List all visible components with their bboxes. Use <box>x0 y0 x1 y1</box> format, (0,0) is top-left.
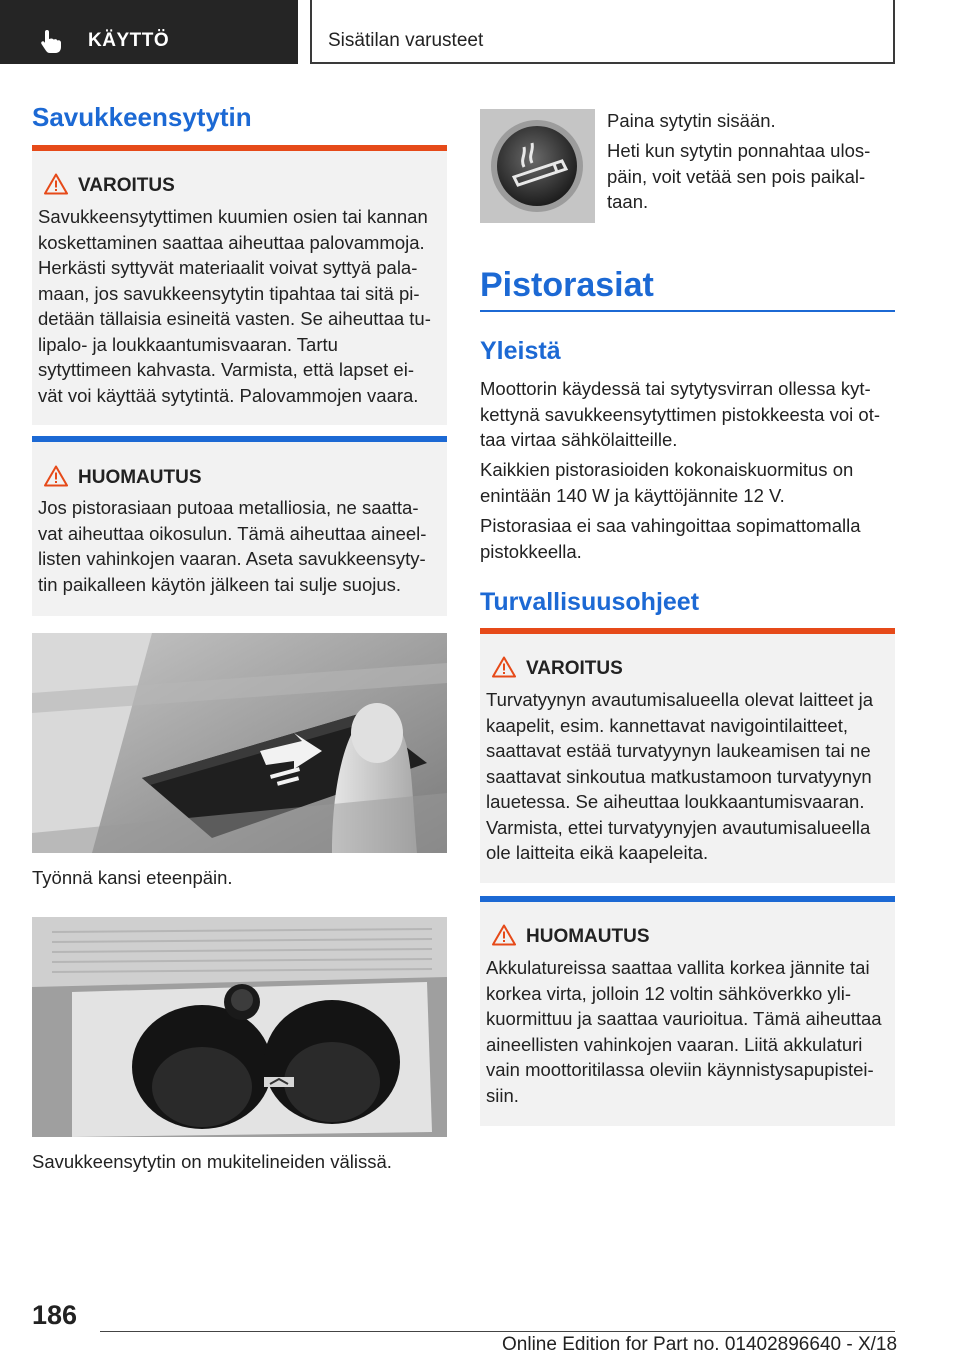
lighter-instruction: päin, voit vetää sen pois paikal- <box>607 165 866 187</box>
notice-label: HUOMAUTUS <box>78 467 202 488</box>
console-cover-illustration <box>32 633 447 853</box>
paragraph-line: Moottorin käydessä tai sytytysvirran ollessa kyt- <box>480 378 871 399</box>
paragraph-line: Pistorasiaa ei saa vahingoittaa sopimattomalla <box>480 515 861 536</box>
warning-line: Herkästi syttyvät materiaalit voivat syttyä pala- <box>38 257 418 278</box>
warning-line: maan, jos savukkeensytytin tipahtaa tai sitä pi- <box>38 282 420 304</box>
warning-line: ole laitteita eikä kaapeleita. <box>486 842 709 863</box>
hand-pointer-icon <box>38 28 64 54</box>
header-section-tab <box>0 0 298 64</box>
notice-label: HUOMAUTUS <box>526 926 650 947</box>
warning-line: sytyttimeen kahvasta. Varmista, että lapset ei- <box>38 359 414 380</box>
notice-line: Akkulatureissa saattaa vallita korkea jännite tai <box>486 957 870 978</box>
notice-line: kuormittuu ja saattaa vaurioitua. Tämä aiheuttaa <box>486 1008 882 1029</box>
subsection-title: Yleistä <box>480 337 561 365</box>
warning-line: Varmista, ettei turvatyynyjen avautumisalueella <box>486 816 871 838</box>
footer-divider <box>100 1331 895 1332</box>
warning-bar <box>480 628 895 634</box>
warning-bar <box>32 145 447 151</box>
subsection-title: Turvallisuusohjeet <box>480 588 700 616</box>
page-number: 186 <box>32 1300 78 1330</box>
warning-title <box>44 175 344 199</box>
warning-line: vät voi käyttää sytytintä. Palovammojen vaara. <box>38 384 419 406</box>
paragraph-line: kettynä savukkeensytyttimen pistokkeesta voi ot- <box>480 403 880 425</box>
notice-bar <box>480 896 895 902</box>
warning-label: VAROITUS <box>78 175 175 196</box>
lighter-instruction: Paina sytytin sisään. <box>607 110 776 131</box>
lighter-instruction: Heti kun sytytin ponnahtaa ulos- <box>607 140 871 161</box>
lighter-instruction: taan. <box>607 191 649 212</box>
warning-box <box>480 628 895 883</box>
notice-line: tin paikalleen käytön jälkeen tai sulje suojus. <box>38 573 402 595</box>
warning-line: lipalo- ja loukkaantumisvaaran. Tartu <box>38 333 338 355</box>
warning-line: kaapelit, esim. kannettavat navigointilaitteet, <box>486 714 848 736</box>
section-divider <box>480 310 895 312</box>
warning-line: lauetessa. Se aiheuttaa loukkaantumisvaaran. <box>486 791 865 812</box>
warning-title <box>492 658 792 682</box>
cigarette-lighter-icon <box>480 109 595 223</box>
warning-triangle-icon <box>44 173 68 195</box>
cup-holder-illustration <box>32 917 447 1137</box>
warning-line: Turvatyynyn avautumisalueella olevat laitteet ja <box>486 689 873 710</box>
paragraph-line: pistokkeella. <box>480 540 582 562</box>
notice-line: vain moottoritilassa oleviin käynnistysapupistei- <box>486 1059 874 1080</box>
notice-box <box>32 436 447 616</box>
notice-title <box>492 926 792 950</box>
paragraph-line: enintään 140 W ja käyttöjännite 12 V. <box>480 484 785 506</box>
notice-line: Jos pistorasiaan putoaa metalliosia, ne saatta- <box>38 497 419 518</box>
photo-caption: Savukkeensytytin on mukitelineiden välissä. <box>32 1151 392 1172</box>
warning-line: saattavat estää turvatyynyn laukeamisen tai ne <box>486 740 871 761</box>
notice-bar <box>32 436 447 442</box>
notice-line: siin. <box>486 1084 519 1106</box>
notice-title <box>44 467 344 491</box>
warning-box <box>32 145 447 425</box>
paragraph-line: taa virtaa sähkölaitteille. <box>480 429 678 450</box>
notice-line: aineellisten vahinkojen vaaran. Liitä akkulaturi <box>486 1033 863 1055</box>
paragraph-line: Kaikkien pistorasioiden kokonaiskuormitus on <box>480 459 854 480</box>
section-title: Pistorasiat <box>480 266 654 304</box>
breadcrumb <box>310 0 895 64</box>
warning-triangle-icon <box>44 465 68 487</box>
notice-line: korkea virta, jolloin 12 voltin sähköverkko yli- <box>486 982 852 1004</box>
warning-triangle-icon <box>492 924 516 946</box>
notice-box <box>480 896 895 1126</box>
warning-label: VAROITUS <box>526 658 623 679</box>
warning-triangle-icon <box>492 656 516 678</box>
warning-line: detään tällaisia esineitä vasten. Se aiheuttaa tu- <box>38 308 431 329</box>
notice-line: vat aiheuttaa oikosulun. Tämä aiheuttaa aineel- <box>38 522 427 544</box>
warning-line: saattavat sinkoutua matkustamoon turvatyynyn <box>486 765 872 787</box>
notice-line: listen vahinkojen vaaran. Aseta savukkeensyty- <box>38 548 426 569</box>
cigarette-lighter-photo <box>480 109 595 223</box>
console-cover-photo <box>32 633 447 853</box>
cup-holder-photo <box>32 917 447 1137</box>
breadcrumb-label: Sisätilan varusteet <box>328 30 484 51</box>
warning-line: Savukkeensytyttimen kuumien osien tai kannan <box>38 206 428 227</box>
page-title: Savukkeensytytin <box>32 102 252 132</box>
section-label: KÄYTTÖ <box>88 30 170 51</box>
photo-caption: Työnnä kansi eteenpäin. <box>32 867 233 888</box>
edition-note: Online Edition for Part no. 01402896640 - X/18 <box>502 1334 898 1355</box>
warning-line: koskettaminen saattaa aiheuttaa palovammoja. <box>38 231 425 253</box>
